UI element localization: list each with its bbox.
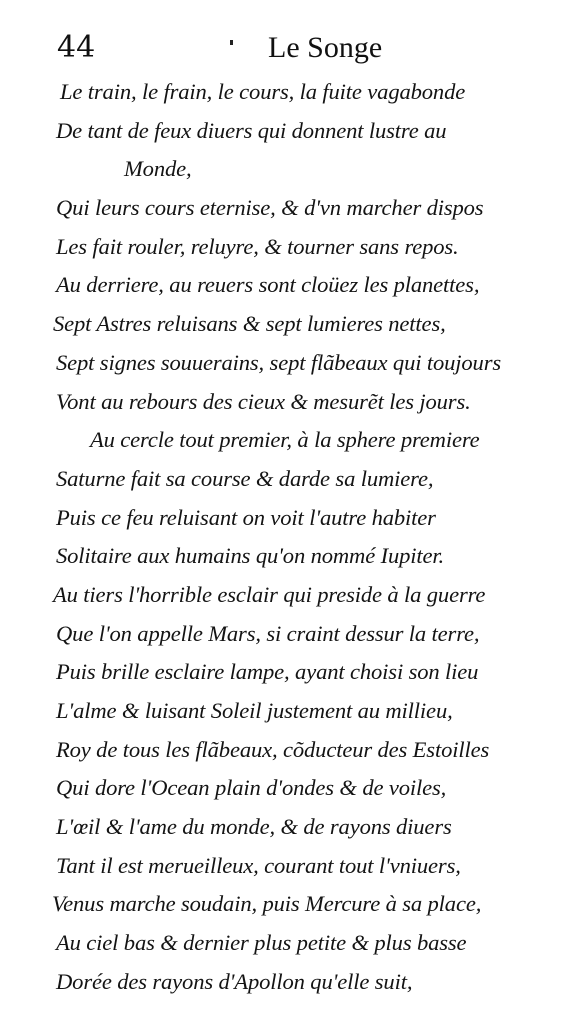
verse-line-8: Vont au rebours des cieux & mesurẽt les jours. xyxy=(56,388,471,414)
poem-text xyxy=(0,73,585,1002)
verse-line-2: De tant de feux diuers qui donnent lustre au xyxy=(56,117,447,143)
verse-line-23: Dorée des rayons d'Apollon qu'elle suit, xyxy=(56,968,413,994)
verse-line-19: L'œil & l'ame du monde, & de rayons diuers xyxy=(56,814,452,840)
verse-line-10: Saturne fait sa course & darde sa lumiere, xyxy=(56,465,434,491)
verse-line-11: Puis ce feu reluisant on voit l'autre habiter xyxy=(56,504,436,530)
verse-line-9: Au cercle tout premier, à la sphere premiere xyxy=(90,427,480,453)
running-title: Le Songe xyxy=(268,31,383,64)
verse-line-16: L'alme & luisant Soleil justement au millieu, xyxy=(56,698,453,723)
verse-line-21: Venus marche soudain, puis Mercure à sa place, xyxy=(52,891,482,917)
verse-line-22: Au ciel bas & dernier plus petite & plus basse xyxy=(56,930,467,956)
verse-line-5: Au derriere, au reuers sont cloüez les planettes, xyxy=(56,272,480,298)
verse-line-20: Tant il est merueilleux, courant tout l'vniuers, xyxy=(56,852,461,878)
verse-line-3: Qui leurs cours eternise, & d'vn marcher dispos xyxy=(56,195,484,221)
verse-line-17: Roy de tous les flãbeaux, cõducteur des Estoilles xyxy=(56,736,490,762)
verse-line-15: Puis brille esclaire lampe, ayant choisi son lieu xyxy=(56,659,479,685)
verse-line-1: Le train, le frain, le cours, la fuite vagabonde xyxy=(60,79,466,104)
header-ornament-mark xyxy=(230,40,233,45)
page-number: 44 xyxy=(57,30,96,65)
verse-line-14: Que l'on appelle Mars, si craint dessur la terre, xyxy=(56,620,480,646)
verse-line-12: Solitaire aux humains qu'on nommé Iupiter. xyxy=(56,543,445,569)
verse-line-18: Qui dore l'Ocean plain d'ondes & de voiles, xyxy=(56,775,447,801)
verse-line-6: Sept Astres reluisans & sept lumieres nettes, xyxy=(53,311,446,337)
verse-line-13: Au tiers l'horrible esclair qui preside à la guerre xyxy=(53,581,486,607)
verse-line-4: Les fait rouler, reluyre, & tourner sans repos. xyxy=(56,233,459,259)
verse-line-2-continuation: Monde, xyxy=(124,156,192,182)
verse-line-7: Sept signes souuerains, sept flãbeaux qui toujours xyxy=(56,349,501,375)
